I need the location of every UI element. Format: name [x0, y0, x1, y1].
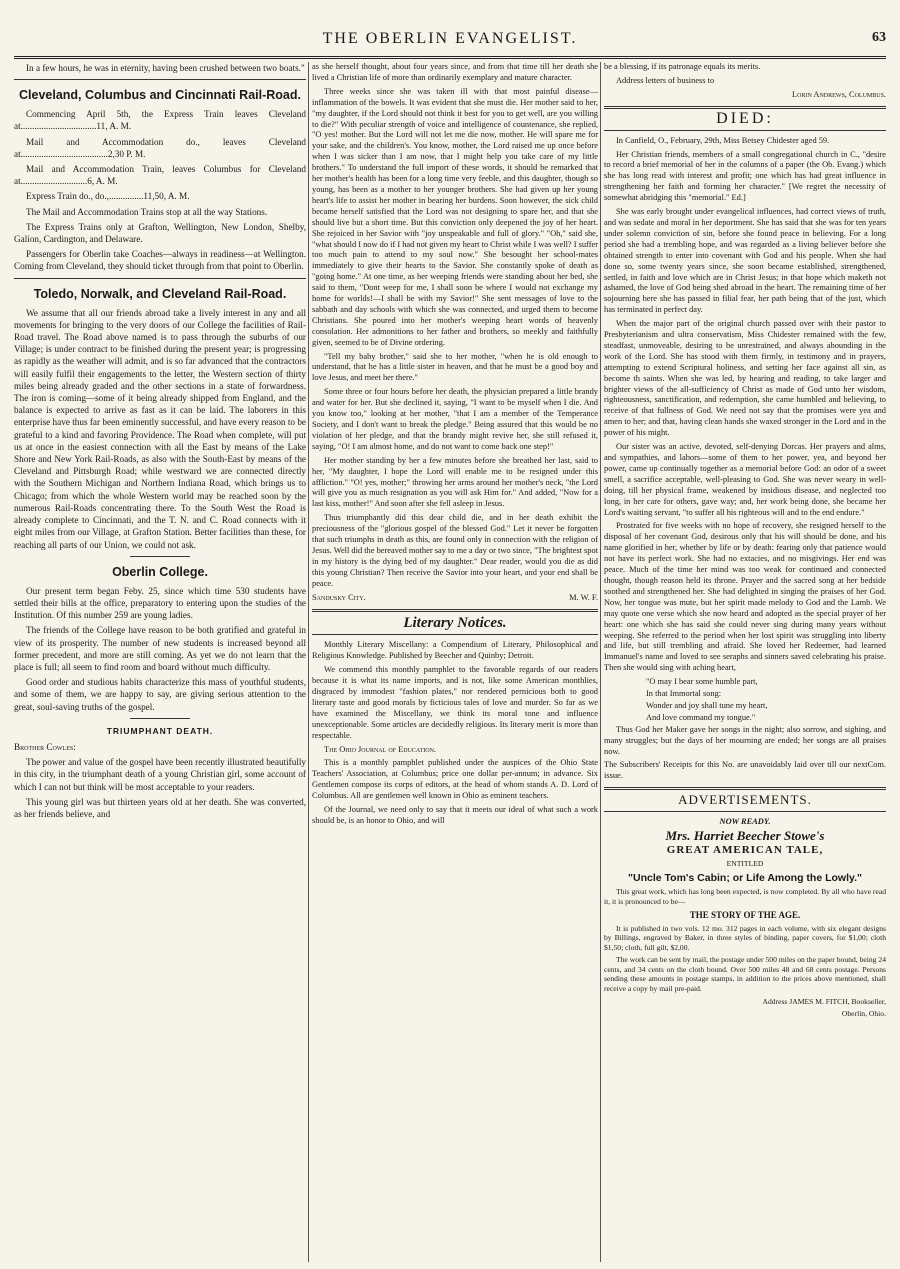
divider — [604, 811, 886, 812]
top-rule — [14, 56, 886, 59]
paragraph: "Tell my baby brother," said she to her mother, "when he is old enough to understand, that he has a little sister in heaven, and that he must be a good boy and love Jesus, and meet her there." — [312, 351, 598, 383]
place: Sandusky City. — [312, 592, 366, 602]
ad-entitled: ENTITLED — [726, 858, 764, 868]
paragraph: We commend this monthly pamphlet to the favorable regards of our readers because it is what its name imports, and is not, like some American monthlies, disgraced by immodest "fashion plates," nor rendered pernicious both to good literary taste and good morals by ficticious tales of love and murder. So far as we have examined the Miscellany, we think its moral tone and influence unexceptionable. Some articles are decidedly religious. Its literary merit is more than respectable. — [312, 665, 598, 740]
paragraph: Express Train do., do.,...............11,50, A. M. — [26, 191, 190, 202]
notice-sig: Com. — [867, 760, 886, 770]
college-heading: Oberlin College. — [112, 564, 208, 579]
paragraph: The power and value of the gospel have been recently illustrated beautifully in this city, in the triumphant death of a young Christian girl, some account of which I can not but think will be most acceptable to your readers. — [14, 757, 306, 792]
paragraph: Mail and Accommodation do., leaves Cleveland at......................................2,30 P. M. — [14, 136, 306, 159]
lead-paragraph: In a few hours, he was in eternity, having been crushed between two boats." — [26, 63, 305, 73]
divider — [604, 106, 886, 109]
poem-line: In that Immortal song: — [646, 689, 722, 699]
divider — [312, 634, 598, 635]
paragraph: Mail and Accommodation Train, leaves Columbus for Cleveland at.............................6, A. M. — [14, 164, 306, 187]
signature-row — [312, 593, 598, 604]
ad-tale: GREAT AMERICAN TALE, — [666, 844, 824, 856]
notice: The Subscribers' Receipts for this No. are unavoidably laid over till our next issue. — [604, 760, 868, 781]
column-divider — [308, 62, 309, 1262]
paragraph: Some three or four hours before her death, the physician prepared a little brandy and water for her. But she declined it, saying, "I want to be myself when I die. And you know too," looking at her mother, "that I am a member of the Temperance Society, and I don't want to break the pledge." Being assured that this would be no violation of her pledge, and that the brandy might revive her, she still refused it, saying, "O! I am almost home, and do not want to come back one step!" — [312, 387, 598, 451]
paragraph: Our present term began Feby. 25, since which time 530 students have settled their bills at the office, preparatory to entering upon the studies of the Institution. Of this number 259 are young ladies. — [14, 585, 306, 621]
ad-author: Mrs. Harriet Beecher Stowe's — [665, 828, 825, 844]
paragraph: We assume that all our friends abroad take a lively interest in any and all movements for bringing to the very doors of our College the facilities of Rail-Road travel. The Road above named is to pass through the suburbs of our Village; is under contract to be finished during the present year; is progressing as rapidly as the weather will admit, and is so far advanced that the contractors will easily fulfil their engagements to the letter, the Western section of thirty miles being already graded and the other sections in a state of forwardness. The iron is coming—some of it being already shipped from England, and the balance is expected to arrive as fast as it can be laid. The laborers in this enterprise have thus far been eminently successful, and have every reason to be grateful to a kind and favoring Providence. The Road when complete, will put us at once in the easiest connection with all the East by means of the Lake Shore and New York Rail-Roads, as also with the South-East by means of the Cleveland and Pittsburgh Road; while westward we are connected directly with the Southern Michigan and Northern Indiana Road, which brings us to Chicago; from which the whole Western world may be reached soon by the numerous Rail-Roads concentrating there. To the South West the Road is already complete to Cincinnati, and the T. N. and C. Road connects with it eight miles from our Village, at Grafton Station. Better facilities than these, for reaching all parts of our Union, we could not ask. — [14, 307, 306, 550]
paragraph: She was early brought under evangelical influences, had correct views of truth, and was sedate and moral in her deportment. She has said that she was for ten years under solemn conviction of sin, before she found peace in believing. For a long period she had a trembling hope, and was regarded as a living believer before she obtained strength to enter into covenant with God and his people. When she had done so, some twenty years since, she soon became established, strengthened, settled, in faith and love which are in Christ Jesus; in that hope which maketh not ashamed, the love of God being shed abroad in the heart. The remaining time of her sojourning here she has passed in filial fear, her path being that of the just, which has terminated in perfect day. — [604, 207, 886, 315]
paragraph: The Express Trains only at Grafton, Wellington, New London, Shelby, Galion, Cardington, and Delaware. — [14, 221, 306, 245]
salutation: Brother Cowles: — [14, 741, 76, 752]
paragraph: Prostrated for five weeks with no hope of recovery, she resigned herself to the disposal of her covenant God, desirous only that his will should be done, and his name glorified in her, whether by life or by death: fearing only that patience would not have its perfect work. She had no extacies, and no misgivings. Her end was peace. Much of the time her mind was too weak for continued and connected thought, though reason held its throne. Prayer and the sacred song at her bedside soothed and strengthened her. She had delighted in singing the praises of her God. Now, her tongue was mute, but her spirit made melody to God and the Lamb. We may quote one verse which she now heard and adopted as the special prayer of her heart: one which she has said she could never sing during many years without weeping. She referred to the period when her lost spirit was struggling into liberty and life, but still trembling and afraid. She loved her Redeemer, had learned Immanuel's name and loved to see seraphs and sinners saved celebrating his praise. Then she would sing with aching heart, — [604, 521, 886, 673]
ad-address: Address JAMES M. FITCH, Bookseller, — [762, 996, 886, 1006]
poem-line: Wonder and joy shall tune my heart, — [646, 700, 768, 710]
ad-ready: NOW READY. — [719, 817, 771, 827]
paragraph: The friends of the College have reason to be both gratified and grateful in view of its prosperity. The number of new students is increased beyond all former precedent, and more are still coming. As yet we do not learn that the place is full; all seem to find room and board without much difficulty. — [14, 625, 306, 672]
paragraph: as she herself thought, about four years since, and from that time till her death she lived a Christian life of more than ordinarily exemplary and mature character. — [312, 62, 598, 82]
notice-row — [604, 760, 886, 782]
ad-book-title: "Uncle Tom's Cabin; or Life Among the Lowly." — [628, 871, 862, 884]
paragraph: When the major part of the original church passed over with their pastor to Presbyterianism and ultra conservatism, Miss Chidester remained with the few, steadfast, unmoveable, desiring to be unrestrained, and always abounding in the work of the Lord. She has stood with them firmly, in testimony and in prayers, attempting to extend Scriptural holiness, and setting her face against all sin, as become th saints. When she was led, by hearing and reading, to take larger and brighter views of the all-sufficiency of Christ as made of God unto her wisdom, righteousness, sanctification, and redemption, she came humbled and believing, to receive of that fullness of God. We need not say that the promises were yea and amen to her; and that, having clean hands she waxed stronger in the Lord and in the power of his might. — [604, 319, 886, 438]
divider — [130, 556, 190, 557]
paragraph: The Mail and Accommodation Trains stop at all the way Stations. — [26, 206, 268, 217]
divider — [130, 718, 190, 719]
paragraph: Good order and studious habits characterize this mass of youthful students, and some of them, we are happy to say, are giving serious attention to the great, soul-saving truths of the gospel. — [14, 677, 306, 712]
paragraph: It is published in two vols. 12 mo. 312 pages in each volume, with six elegant designs by Billings, engraved by Baker, in three styles of binding, paper covers, for $1,00; cloth $1,50; cloth, full gilt, $2,00. — [604, 923, 886, 952]
masthead — [14, 30, 886, 52]
paragraph: Three weeks since she was taken ill with that most painful disease—inflammation of the bowels. It was evident that she must die. Her mother said to her, "my daughter, if the Lord should not think it best for you to get well, are you willing to die?" With peculiar strength of voice and intelligence of countenance, she replied, "O yes! mother. But the Lord will not let me die now, mother. He will spare me for your sake, and the children's. You know, mother, the Lord raised me up once before when I was sicker than I am now, that I might help you take care of my little brothers." To understand the full import of these words, it should be remarked that her mother's health has been for a long time very feeble, and this daughter, though so young, has been as a mother to her younger brothers. She had given up her young heart's life to assist her mother in bearing her burdens. Soon however, the sick child became herself satisfied that the Lord was not designing to spare her, and that she should live but a short time. But this conviction only deepened the joy of her heart. She rejoiced in her Savior with "joy unspeakable and full of glory." "Oh," said she, "what should I now do if I had not given my heart to Christ while I was well? I suffer too much pain to attend to my soul now." She besought her school-mates immediately to give their hearts to the Savior. She constantly spoke of death as "going home." At one time, as her weeping friends were standing about her bed, she said to them, "Dont weep for me, I shall soon be where I would not exchange my home for worlds!—I shall be with my Savior!" She sent messages of love to the sabbath and day schools with which she was connected, and urged them to become Christians. She poured into her mother's weeping heart words of heavenly consolation. Her admonitions to her father and brothers, so meekly and faithfully given, seemed to be of Divine ordering. — [312, 86, 598, 347]
died-heading: DIED: — [716, 109, 774, 127]
divider — [14, 278, 306, 279]
paragraph: This great work, which has long been expected, is now completed. By all who have read it, it is pronounced to be— — [604, 887, 886, 906]
ad-story: THE STORY OF THE AGE. — [689, 909, 801, 920]
poem-line: And love command my tongue." — [646, 712, 756, 722]
paragraph: Address letters of business to — [616, 75, 715, 85]
paragraph: Our sister was an active, devoted, self-denying Dorcas. Her prayers and alms, and sympathies, and labors—some of them to her power, yea, and beyond her power, came up continually together as a memorial before God: an odor of a sweet smell, a sacrifice acceptable, well-pleasing to God. She was never weary in well-doing, till her physical frame, weakened by insidious disease, and neglected too long, in her care for others, gave way; and, her work being done, she became her Lord's waiting servant, "to suffer all his righteous will and to the end endure." — [604, 442, 886, 517]
page-number: 63 — [872, 30, 886, 45]
literary-heading: Literary Notices. — [403, 614, 507, 631]
paragraph: This is a monthly pamphlet published under the auspices of the Ohio State Teachers' Association, at Columbus; price one dollar per-annum; in advance. Six Gentlemen compose its corps of editors, at the head of whom stands A. D. Lord of Columbus. All are gentlemen well known in Ohio as eminent teachers. — [312, 758, 598, 801]
divider — [604, 787, 886, 790]
ad-address-city: Oberlin, Ohio. — [841, 1009, 886, 1019]
paragraph: Lorin Andrews, Columbus. — [792, 89, 886, 99]
column-1 — [14, 62, 306, 1262]
paragraph: Her Christian friends, members of a small congregational church in C., "desire to record a brief memorial of her in the columns of a paper (the Ob. Evang.) which she has long read with interest and profit; one which has had great influence in strengthening her faith and forming her character." [We regret the necessity of somewhat abridging this "memorial." Ed.] — [604, 149, 886, 203]
paragraph: Thus triumphantly did this dear child die, and in her death exhibit the preciousness of the "glorious gospel of the blessed God." Let it never be forgotten that such triumphs in death as this, are found only in connection with the religion of Jesus. Well did the bereaved mother say to me a day or two since, "The brightest spot in my history is the dying bed of my daughter." Dear reader, would you die as did this young Christian? Then receive the Savior into your heart, and your end shall be peace. — [312, 513, 598, 588]
divider — [604, 130, 886, 131]
paragraph: Commencing April 5th, the Express Train leaves Cleveland at.................................11, A. M. — [14, 109, 306, 132]
poem-line: "O may I bear some humble part, — [646, 677, 758, 687]
paragraph: Monthly Literary Miscellany: a Compendium of Literary, Philosophical and Religious Knowledge. Published by Beecher and Quinby; Detroit. — [312, 640, 598, 661]
paragraph: Her mother standing by her a few minutes before she breathed her last, said to her, "My daughter, I hope the Lord will enable me to be resigned under this affliction." "O! yes, mother;" throwing her arms around her mother's neck, "the Lord will give you as much resignation as you will ask Him for." And added, "Now for a last kiss, mother!" And soon after she fell asleep in Jesus. — [312, 455, 598, 509]
paragraph: This young girl was but thirteen years old at her death. She was converted, as her friends believe, and — [14, 796, 306, 819]
divider — [14, 79, 306, 80]
paragraph: Thus God her Maker gave her songs in the night; also sorrow, and sighing, and many struggles; but the days of her mourning are ended; her songs are all praises now. — [604, 724, 886, 756]
paragraph: be a blessing, if its patronage equals its merits. — [604, 62, 761, 71]
paragraph: Passengers for Oberlin take Coaches—always in readiness—at Wellington. Coming from Cleveland, they should ticket through from that point to Oberlin. — [14, 249, 306, 272]
paragraph: The work can be sent by mail, the postage under 500 miles on the paper bound, being 24 cents, and 34 cents on the cloth bound. Over 500 miles 48 and 68 cents postage. Persons sending these amounts in postage stamps, in addition to the prices above mentioned, shall receive a copy by mail pre-paid. — [604, 955, 886, 994]
column-2 — [312, 62, 598, 1262]
paragraph: The Ohio Journal of Education. — [324, 744, 437, 754]
rail2-heading: Toledo, Norwalk, and Cleveland Rail-Road. — [33, 286, 287, 301]
ads-heading: ADVERTISEMENTS. — [678, 792, 812, 808]
signature: M. W. F. — [569, 592, 598, 602]
rail1-heading: Cleveland, Columbus and Cincinnati Rail-Road. — [19, 88, 301, 103]
divider — [312, 609, 598, 612]
paragraph: Of the Journal, we need only to say that it meets our ideal of what such a work should be, is an honor to Ohio, and will — [312, 805, 598, 825]
column-3 — [604, 62, 886, 1262]
paper-title: THE OBERLIN EVANGELIST. — [322, 30, 578, 47]
paragraph: In Canfield, O., February, 29th, Miss Betsey Chidester aged 59. — [616, 135, 830, 145]
death-heading: TRIUMPHANT DEATH. — [106, 725, 214, 736]
column-divider — [600, 62, 601, 1262]
